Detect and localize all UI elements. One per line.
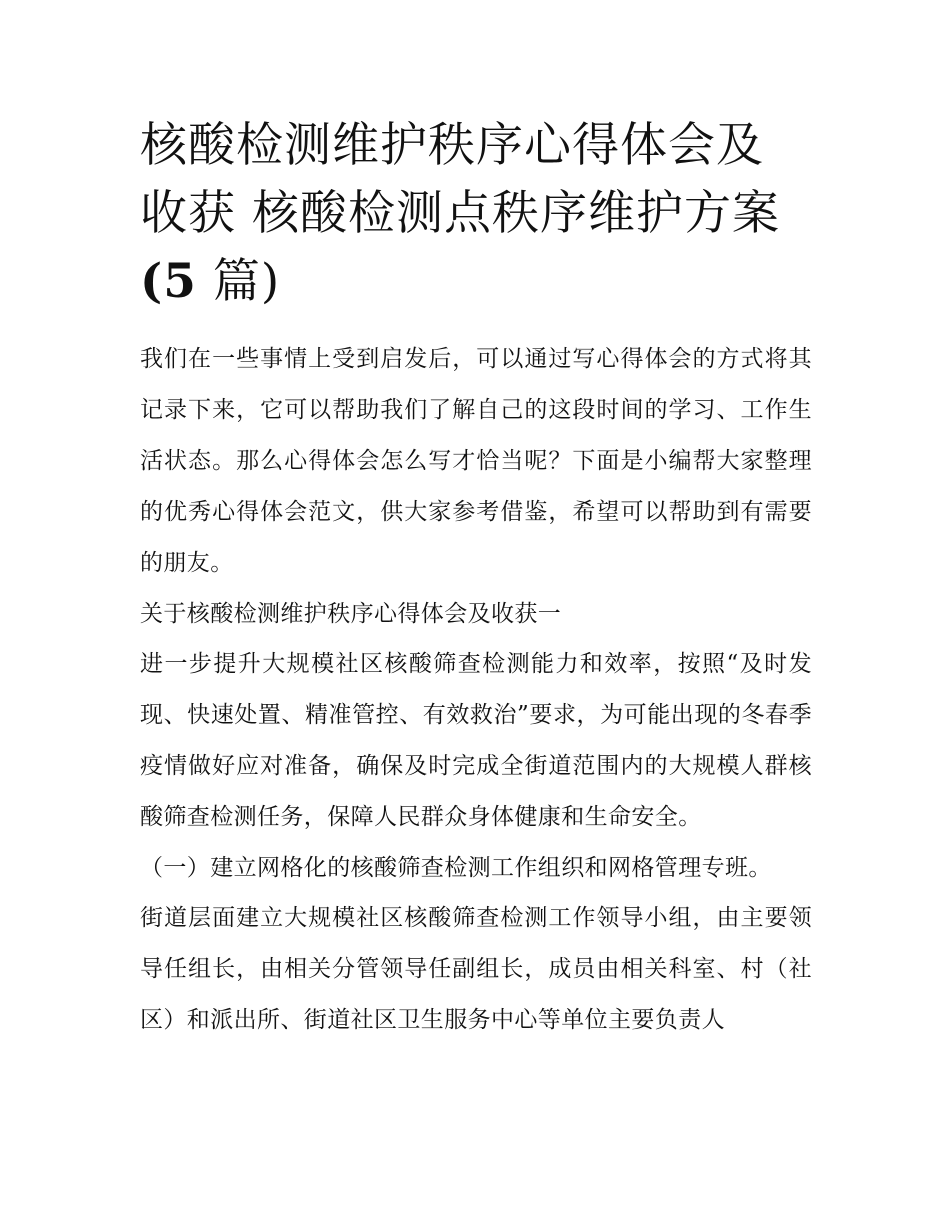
- document-body: [140, 334, 812, 1046]
- intro-paragraph: 我们在一些事情上受到启发后，可以通过写心得体会的方式将其记录下来，它可以帮助我们了解自己的这段时间的学习、工作生活状态。那么心得体会怎么写才恰当呢？下面是小编帮大家整理的优秀心得体会范文，供大家参考借鉴，希望可以帮助到有需要的朋友。: [140, 346, 812, 576]
- subsection-heading: （一）建立网格化的核酸筛查检测工作组织和网格管理专班。: [140, 855, 772, 881]
- title-line-1: 核酸检测维护秩序心得体会及: [140, 118, 764, 173]
- document-title: [140, 112, 812, 316]
- body-paragraph: 街道层面建立大规模社区核酸筛查检测工作领导小组，由主要领导任组长，由相关分管领导任副组长，成员由相关科室、村（社区）和派出所、街道社区卫生服务中心等单位主要负责人: [140, 905, 812, 1033]
- title-line-2: 收获 核酸检测点秩序维护方案: [140, 186, 780, 241]
- document-page: [140, 112, 812, 1046]
- title-paren-open: (: [140, 254, 164, 309]
- title-count: 5: [163, 254, 197, 309]
- title-suffix: 篇): [196, 254, 281, 309]
- section-heading: 关于核酸检测维护秩序心得体会及收获一: [140, 601, 562, 627]
- body-paragraph: 进一步提升大规模社区核酸筛查检测能力和效率，按照“及时发现、快速处置、精准管控、有效救治”要求，为可能出现的冬春季疫情做好应对准备，确保及时完成全街道范围内的大规模人群核酸筛查检测任务，保障人民群众身体健康和生命安全。: [140, 651, 812, 830]
